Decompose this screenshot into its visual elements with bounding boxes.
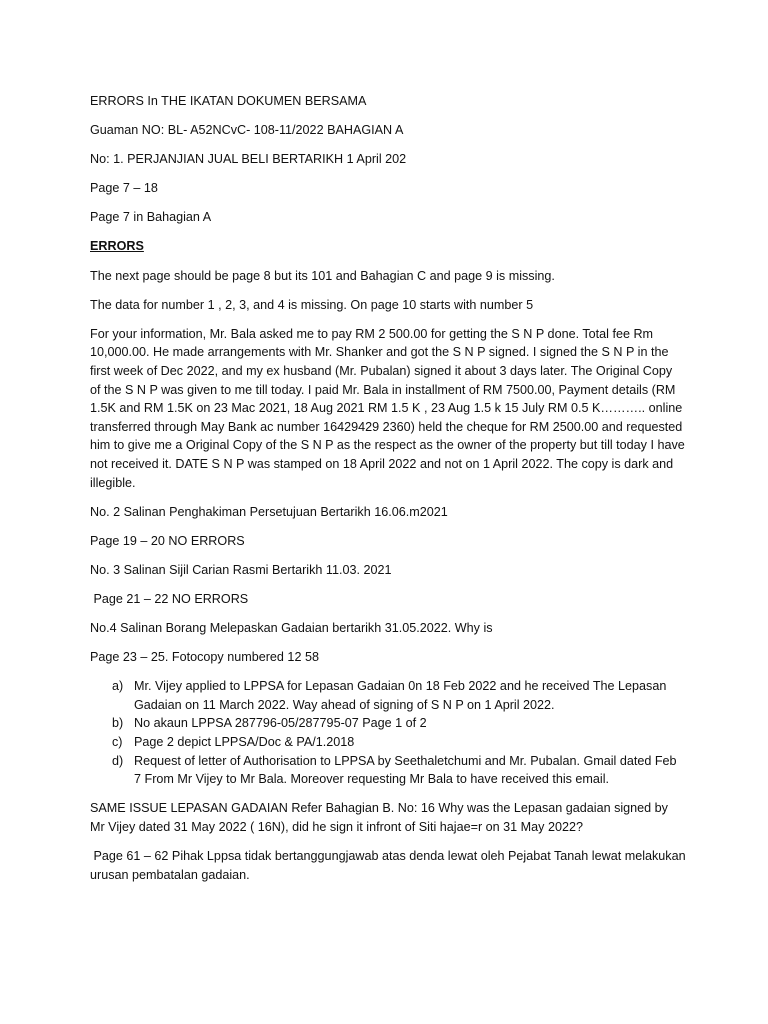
- data-missing-paragraph: The data for number 1 , 2, 3, and 4 is missing. On page 10 starts with number 5: [90, 297, 534, 312]
- list-item-text: Mr. Vijey applied to LPPSA for Lepasan Gadaian 0n 18 Feb 2022 and he received The Lepasan Gadaian on 11 March 2022. Way ahead of signing of S N P on 1 April 2022.: [134, 679, 667, 712]
- case-number: Guaman NO: BL- A52NCvC- 108-11/2022 BAHAGIAN A: [90, 123, 404, 138]
- item-1-page-note: Page 7 in Bahagian A: [90, 210, 212, 225]
- item-4-details-list: [90, 677, 686, 789]
- item-3-pages: Page 21 – 22 NO ERRORS: [90, 591, 249, 606]
- document-page: [90, 92, 690, 895]
- item-2-pages: Page 19 – 20 NO ERRORS: [90, 533, 245, 548]
- list-item: [90, 677, 686, 714]
- errors-heading: ERRORS: [90, 239, 144, 254]
- next-page-paragraph: The next page should be page 8 but its 101 and Bahagian C and page 9 is missing.: [90, 268, 555, 283]
- item-1-pages: Page 7 – 18: [90, 181, 158, 196]
- page-61-paragraph: Page 61 – 62 Pihak Lppsa tidak bertanggungjawab atas denda lewat oleh Pejabat Tanah lewat melakukan urusan pembatalan gadaian.: [90, 848, 690, 882]
- list-marker: d): [112, 753, 124, 768]
- list-marker: b): [112, 716, 124, 731]
- list-item-text: No akaun LPPSA 287796-05/287795-07 Page 1 of 2: [134, 716, 427, 731]
- item-2-heading: No. 2 Salinan Penghakiman Persetujuan Bertarikh 16.06.m2021: [90, 504, 448, 519]
- list-item-text: Request of letter of Authorisation to LPPSA by Seethaletchumi and Mr. Pubalan. Gmail dated Feb 7 From Mr Vijey to Mr Bala. Moreover requesting Mr Bala to have received this email.: [134, 753, 677, 787]
- item-1-heading: No: 1. PERJANJIAN JUAL BELI BERTARIKH 1 April 202: [90, 152, 407, 167]
- document-title: ERRORS In THE IKATAN DOKUMEN BERSAMA: [90, 94, 367, 108]
- item-4-pages: Page 23 – 25. Fotocopy numbered 12 58: [90, 650, 319, 665]
- list-marker: a): [112, 679, 124, 694]
- item-3-heading: No. 3 Salinan Sijil Carian Rasmi Bertarikh 11.03. 2021: [90, 562, 392, 577]
- list-item: [90, 714, 686, 733]
- list-item-text: Page 2 depict LPPSA/Doc & PA/1.2018: [134, 734, 355, 749]
- item-4-heading: No.4 Salinan Borang Melepaskan Gadaian bertarikh 31.05.2022. Why is: [90, 620, 493, 635]
- list-marker: c): [112, 734, 123, 749]
- information-paragraph: For your information, Mr. Bala asked me to pay RM 2 500.00 for getting the S N P done. Total fee Rm 10,000.00. He made arrangements with Mr. Shanker and got the S N P signed. I signed the S N P in the first week of Dec 2022, and my ex husband (Mr. Pubalan) signed it about 3 days later. The Original Copy of the S N P was given to me till today. I paid Mr. Bala in installment of RM 7500.00, Payment details (RM 1.5K and RM 1.5K on 23 Mac 2021, 18 Aug 2021 RM 1.5 K , 23 Aug 1.5 k 15 July RM 0.5 K……….. online transferred through May Bank ac number 16429429 2360) held the cheque for RM 2500.00 and requested him to give me a Original Copy of the S N P as the respect as the owner of the property but till today I have not received it. DATE S N P was stamped on 18 April 2022 and not on 1 April 2022. The copy is dark and illegible.: [90, 326, 685, 490]
- same-issue-paragraph: SAME ISSUE LEPASAN GADAIAN Refer Bahagian B. No: 16 Why was the Lepasan gadaian signed by Mr Vijey dated 31 May 2022 ( 16N), did he sign it infront of Siti hajae=r on 31 May 2022?: [90, 801, 668, 834]
- list-item: [90, 752, 686, 789]
- list-item: [90, 733, 686, 752]
